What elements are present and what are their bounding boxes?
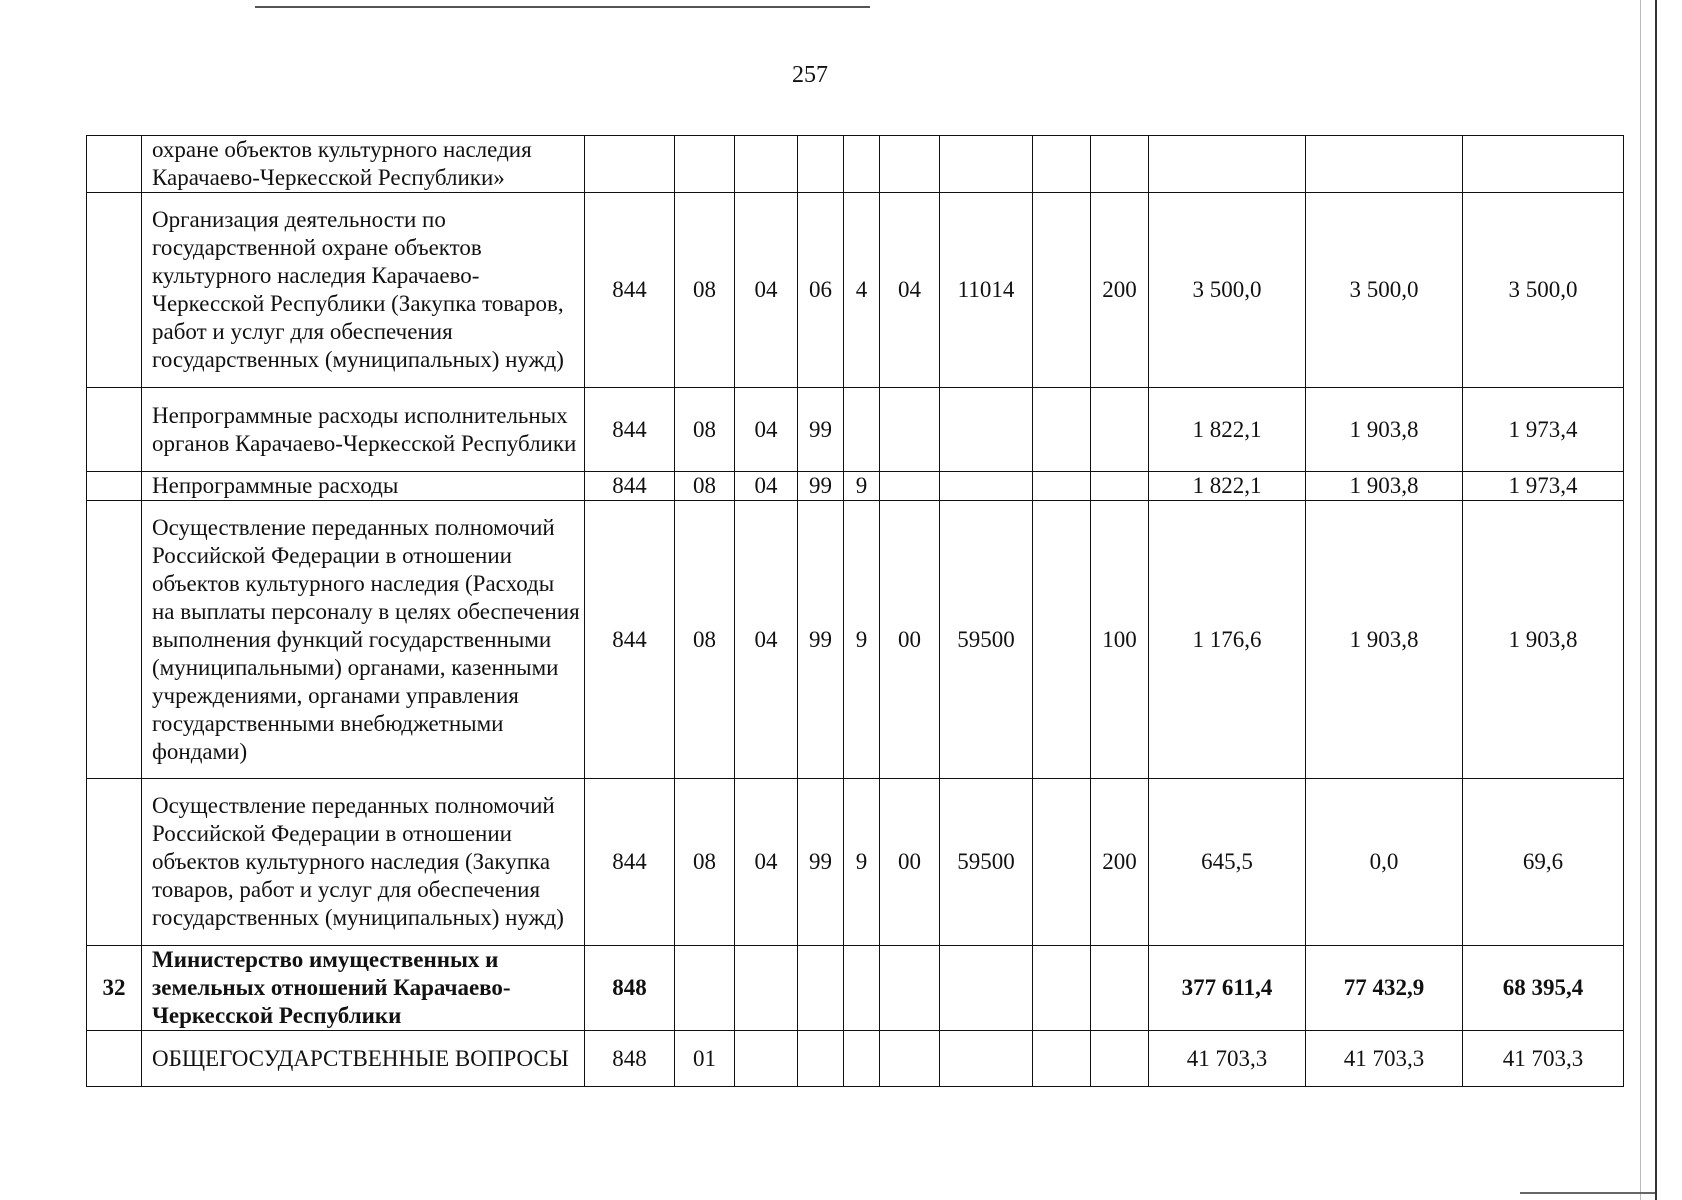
code-subprogram <box>844 388 880 472</box>
code-program <box>798 946 844 1031</box>
code-program: 99 <box>798 472 844 501</box>
code-extra <box>1033 193 1091 388</box>
code-event <box>880 946 940 1031</box>
code-direction: 11014 <box>940 193 1033 388</box>
code-program <box>798 1031 844 1087</box>
code-subprogram <box>844 946 880 1031</box>
table-row <box>87 472 1624 501</box>
row-number <box>87 472 142 501</box>
code-event: 00 <box>880 779 940 946</box>
code-subsection: 04 <box>735 193 798 388</box>
amount-year-3 <box>1463 136 1624 193</box>
code-ministry: 844 <box>585 193 675 388</box>
code-extra <box>1033 472 1091 501</box>
row-number <box>87 193 142 388</box>
code-subsection <box>735 946 798 1031</box>
amount-year-3: 1 973,4 <box>1463 472 1624 501</box>
row-number <box>87 501 142 779</box>
code-subsection <box>735 1031 798 1087</box>
amount-year-2: 41 703,3 <box>1306 1031 1463 1087</box>
row-name: Непрограммные расходы исполнительных органов Карачаево-Черкесской Республики <box>142 388 585 472</box>
amount-year-2: 77 432,9 <box>1306 946 1463 1031</box>
code-program: 06 <box>798 193 844 388</box>
code-direction <box>940 136 1033 193</box>
code-extra <box>1033 1031 1091 1087</box>
page-number: 257 <box>792 62 828 88</box>
table-row <box>87 1031 1624 1087</box>
table-row <box>87 501 1624 779</box>
amount-year-3: 1 903,8 <box>1463 501 1624 779</box>
code-section: 08 <box>675 779 735 946</box>
row-name: Организация деятельности по государственной охране объектов культурного наследия Карачаево-Черкесской Республики (Закупка товаров, работ и услуг для обеспечения государственных (муниципальных) нужд) <box>142 193 585 388</box>
code-program: 99 <box>798 779 844 946</box>
amount-year-1 <box>1149 136 1306 193</box>
amount-year-1: 41 703,3 <box>1149 1031 1306 1087</box>
row-number <box>87 1031 142 1087</box>
row-name: охране объектов культурного наследия Карачаево-Черкесской Республики» <box>142 136 585 193</box>
code-expense-type <box>1091 946 1149 1031</box>
code-program: 99 <box>798 501 844 779</box>
code-extra <box>1033 136 1091 193</box>
amount-year-3: 68 395,4 <box>1463 946 1624 1031</box>
code-direction <box>940 946 1033 1031</box>
table-row-ministry <box>87 946 1624 1031</box>
code-ministry <box>585 136 675 193</box>
code-expense-type <box>1091 472 1149 501</box>
table-row <box>87 136 1624 193</box>
amount-year-3: 41 703,3 <box>1463 1031 1624 1087</box>
code-section: 01 <box>675 1031 735 1087</box>
code-expense-type: 200 <box>1091 193 1149 388</box>
amount-year-1: 377 611,4 <box>1149 946 1306 1031</box>
code-expense-type <box>1091 136 1149 193</box>
code-direction <box>940 388 1033 472</box>
amount-year-1: 645,5 <box>1149 779 1306 946</box>
amount-year-2: 0,0 <box>1306 779 1463 946</box>
code-event: 04 <box>880 193 940 388</box>
amount-year-2: 1 903,8 <box>1306 472 1463 501</box>
code-direction: 59500 <box>940 779 1033 946</box>
amount-year-3: 3 500,0 <box>1463 193 1624 388</box>
row-number <box>87 388 142 472</box>
scan-edge-bottom <box>1520 1192 1655 1194</box>
code-direction <box>940 472 1033 501</box>
code-expense-type: 200 <box>1091 779 1149 946</box>
row-number <box>87 136 142 193</box>
code-ministry: 848 <box>585 946 675 1031</box>
code-subsection: 04 <box>735 779 798 946</box>
code-extra <box>1033 501 1091 779</box>
table-row <box>87 779 1624 946</box>
code-extra <box>1033 388 1091 472</box>
amount-year-2: 1 903,8 <box>1306 388 1463 472</box>
amount-year-2 <box>1306 136 1463 193</box>
code-section: 08 <box>675 193 735 388</box>
scan-edge-top <box>255 6 870 8</box>
code-subprogram: 9 <box>844 472 880 501</box>
code-expense-type <box>1091 1031 1149 1087</box>
code-section <box>675 946 735 1031</box>
scan-edge-right-faint <box>1640 0 1641 1200</box>
code-subprogram: 9 <box>844 501 880 779</box>
amount-year-2: 1 903,8 <box>1306 501 1463 779</box>
code-section: 08 <box>675 472 735 501</box>
amount-year-1: 3 500,0 <box>1149 193 1306 388</box>
code-event <box>880 472 940 501</box>
code-extra <box>1033 946 1091 1031</box>
code-subprogram <box>844 1031 880 1087</box>
row-number <box>87 779 142 946</box>
code-ministry: 844 <box>585 501 675 779</box>
code-event <box>880 1031 940 1087</box>
code-ministry: 844 <box>585 779 675 946</box>
row-number: 32 <box>87 946 142 1031</box>
code-expense-type <box>1091 388 1149 472</box>
code-event <box>880 388 940 472</box>
code-expense-type: 100 <box>1091 501 1149 779</box>
code-program: 99 <box>798 388 844 472</box>
code-subsection: 04 <box>735 501 798 779</box>
code-section: 08 <box>675 501 735 779</box>
scan-edge-right <box>1655 0 1657 1200</box>
code-direction: 59500 <box>940 501 1033 779</box>
code-subsection: 04 <box>735 472 798 501</box>
amount-year-1: 1 822,1 <box>1149 388 1306 472</box>
code-section <box>675 136 735 193</box>
table-row <box>87 193 1624 388</box>
code-subprogram: 9 <box>844 779 880 946</box>
amount-year-3: 69,6 <box>1463 779 1624 946</box>
code-subsection: 04 <box>735 388 798 472</box>
budget-table <box>86 135 1624 1087</box>
code-subprogram <box>844 136 880 193</box>
amount-year-3: 1 973,4 <box>1463 388 1624 472</box>
code-ministry: 844 <box>585 472 675 501</box>
row-name: ОБЩЕГОСУДАРСТВЕННЫЕ ВОПРОСЫ <box>142 1031 585 1087</box>
code-direction <box>940 1031 1033 1087</box>
code-program <box>798 136 844 193</box>
code-section: 08 <box>675 388 735 472</box>
row-name: Непрограммные расходы <box>142 472 585 501</box>
code-event: 00 <box>880 501 940 779</box>
amount-year-1: 1 822,1 <box>1149 472 1306 501</box>
amount-year-1: 1 176,6 <box>1149 501 1306 779</box>
row-name: Министерство имущественных и земельных отношений Карачаево-Черкесской Республики <box>142 946 585 1031</box>
code-ministry: 848 <box>585 1031 675 1087</box>
code-ministry: 844 <box>585 388 675 472</box>
amount-year-2: 3 500,0 <box>1306 193 1463 388</box>
table-row <box>87 388 1624 472</box>
row-name: Осуществление переданных полномочий Российской Федерации в отношении объектов культурного наследия (Расходы на выплаты персоналу в целях обеспечения выполнения функций государственными (муниципальными) органами, казенными учреждениями, органами управления государственными внебюджетными фондами) <box>142 501 585 779</box>
code-event <box>880 136 940 193</box>
row-name: Осуществление переданных полномочий Российской Федерации в отношении объектов культурного наследия (Закупка товаров, работ и услуг для обеспечения государственных (муниципальных) нужд) <box>142 779 585 946</box>
code-subsection <box>735 136 798 193</box>
code-extra <box>1033 779 1091 946</box>
code-subprogram: 4 <box>844 193 880 388</box>
